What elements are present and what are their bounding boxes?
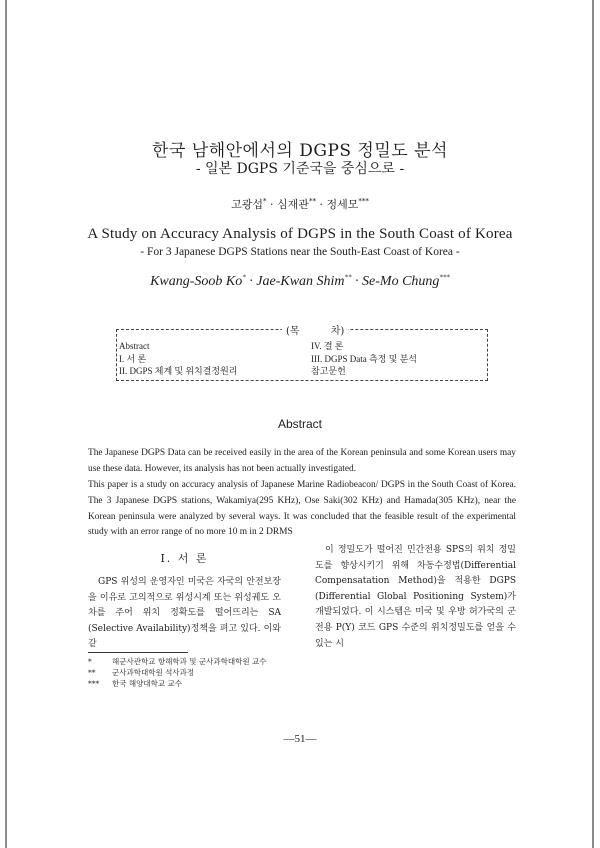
toc-item: 참고문헌 — [311, 366, 346, 376]
english-title: A Study on Accuracy Analysis of DGPS in the South Coast of Korea — [87, 226, 513, 242]
author-2-kr: 심재관 — [277, 198, 309, 211]
korean-authors — [0, 196, 600, 212]
abstract-paragraph-2: This paper is a study on accuracy analysis of Japanese Marine Radiobeacon/ DGPS in the South Coast of Korea. The 3 Japanese DGPS stations, Wakamiya(295 KHz), Ose Saki(302 KHz) and Hamada(305 KHz), near the Korean peninsula were analyzed by several ways. It was concluded that the feasible result of the experimental study with an error range of no more 10 m in 2 DRMS — [88, 480, 516, 538]
english-subtitle: - For 3 Japanese DGPS Stations near the South-East Coast of Korea - — [140, 246, 460, 258]
toc-left-column — [119, 340, 238, 378]
author-1-mark: * — [242, 273, 246, 282]
author-separator: · — [245, 274, 257, 289]
table-of-contents — [116, 326, 488, 381]
toc-item: III. DGPS Data 측정 및 분석 — [311, 353, 417, 364]
author-2-en: Jae-Kwan Shim — [256, 274, 345, 289]
author-2-mark: ** — [308, 197, 316, 206]
abstract-paragraph-1: The Japanese DGPS Data can be received easily in the area of the Korean peninsula and some Korean users may use these data. However, its analysis has not been actually investigated. — [88, 448, 516, 474]
abstract-heading: Abstract — [277, 417, 322, 431]
footnote-text: 군사과학대학원 석사과정 — [112, 668, 195, 677]
toc-item: II. DGPS 체계 및 위치결정원리 — [119, 366, 238, 376]
toc-item: I. 서 론 — [119, 353, 147, 364]
footnote-mark: * — [88, 657, 92, 666]
author-separator: · — [266, 198, 278, 211]
footnote-rule — [88, 652, 188, 653]
footnote — [88, 656, 266, 667]
author-3-mark: *** — [439, 273, 450, 282]
author-separator: · — [315, 198, 327, 211]
footnote — [88, 667, 266, 678]
author-1-mark: * — [263, 197, 267, 206]
author-1-kr: 고광섭 — [231, 198, 264, 211]
footnote — [88, 678, 266, 689]
author-2-mark: ** — [344, 273, 352, 282]
author-1-en: Kwang-Soob Ko — [150, 274, 243, 289]
footnotes — [88, 656, 266, 689]
author-3-en: Se-Mo Chung — [362, 274, 440, 289]
page-number: —51— — [283, 733, 317, 745]
author-3-mark: *** — [358, 197, 369, 206]
toc-heading: (목 차) — [282, 322, 348, 337]
author-separator: · — [351, 274, 363, 289]
footnote-text: 한국 해양대학교 교수 — [112, 679, 182, 688]
section-title-introduction: I. 서 론 — [160, 552, 209, 565]
toc-item: Abstract — [119, 341, 150, 351]
intro-left-column-text: GPS 위성의 운영자인 미국은 자국의 안전보장을 이유로 고의적으로 위성시계 또는 위성궤도 오차를 주어 위치 정확도를 떨어뜨리는 SA (Selective Availability)정책을 펴고 있다. 이와 같 — [88, 577, 281, 650]
author-3-kr: 정세모 — [326, 198, 359, 211]
toc-item: IV. 결 론 — [311, 341, 344, 351]
korean-subtitle: - 일본 DGPS 기준국을 중심으로 - — [195, 161, 405, 177]
footnote-mark: ** — [88, 668, 96, 677]
english-authors — [0, 274, 600, 290]
toc-right-column — [311, 340, 417, 378]
footnote-text: 해군사관학교 항해학과 및 군사과학대학원 교수 — [112, 657, 267, 666]
korean-title: 한국 남해안에서의 DGPS 정밀도 분석 — [152, 141, 448, 161]
intro-right-column-text: 이 정밀도가 떨어진 민간전용 SPS의 위치 정밀도를 향상시키기 위해 차동수정법(Differential Compensatation Method)을 적용한 DGPS (Differential Global Positioning System)가 개발되었다. 이 시스템은 미국 및 우방 허가국의 군전용 P(Y) 코드 GPS 수준의 위치정밀도를 얻을 수 있는 시 — [315, 545, 516, 649]
footnote-mark: *** — [88, 679, 100, 688]
